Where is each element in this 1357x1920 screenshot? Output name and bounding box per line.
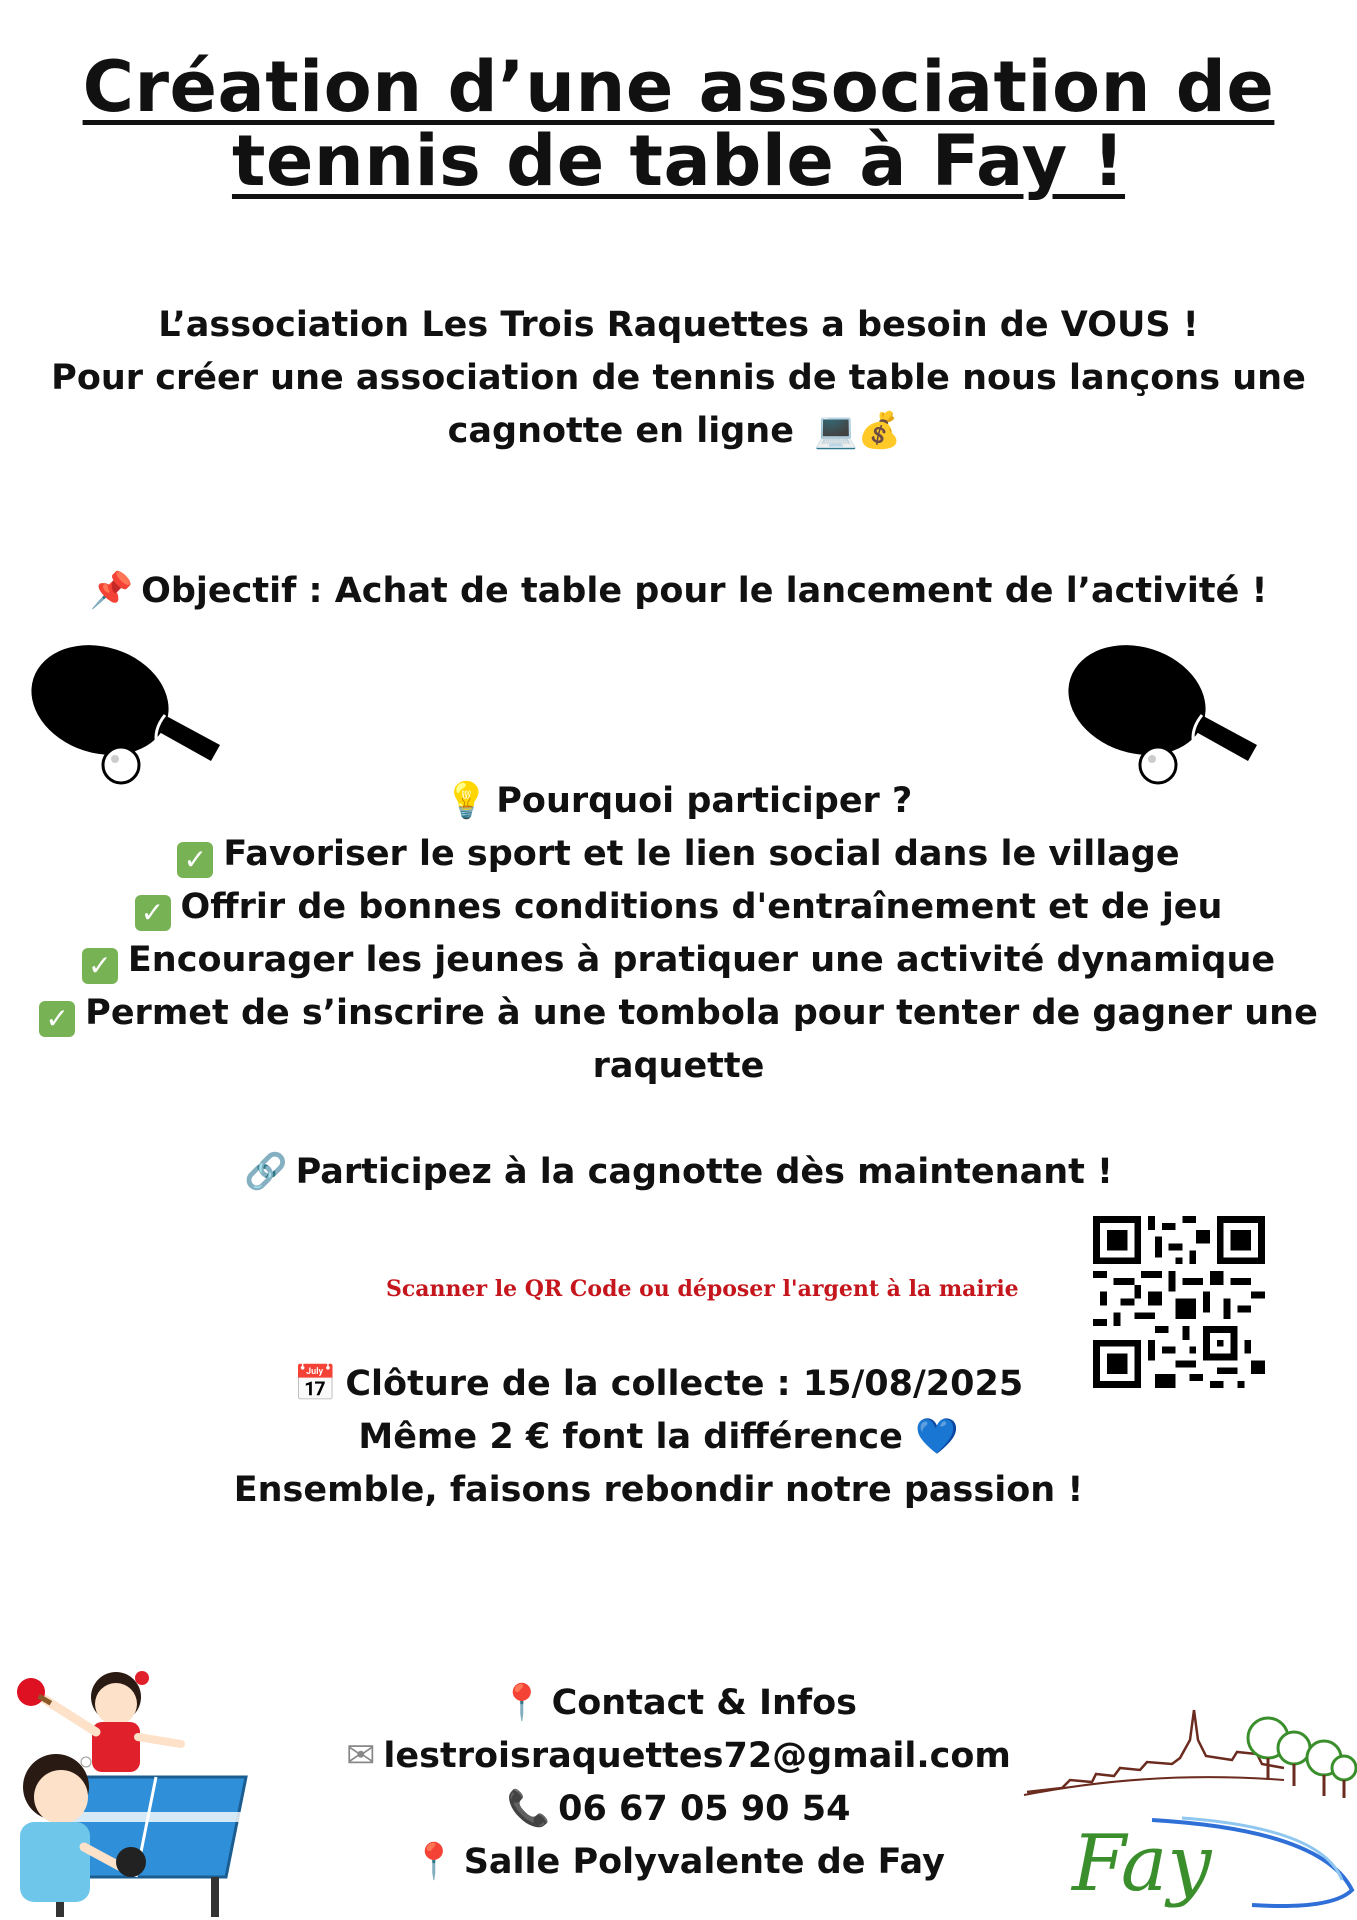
intro-line-3: cagnotte en ligne (447, 411, 794, 451)
link-icon: 🔗 (244, 1152, 288, 1192)
fay-village-logo (1022, 1700, 1357, 1920)
why-heading-row (0, 775, 1357, 828)
page-title (0, 46, 1357, 202)
objective-line (0, 565, 1357, 618)
contact-email[interactable]: lestroisraquettes72@gmail.com (383, 1736, 1011, 1776)
contact-place: Salle Polyvalente de Fay (463, 1842, 945, 1882)
pushpin-icon: 📌 (89, 571, 134, 611)
why-item-4-continuation: raquette (592, 1046, 765, 1086)
title-line-1: Création d’une association de (82, 46, 1275, 128)
round-pushpin-icon: 📍 (499, 1683, 544, 1723)
blue-heart-icon: 💙 (915, 1417, 959, 1457)
check-icon: ✓ (177, 842, 213, 878)
intro-line-2: Pour créer une association de tennis de table nous lançons une (51, 358, 1306, 398)
check-icon: ✓ (135, 895, 171, 931)
intro-line-1: L’association Les Trois Raquettes a besoin de VOUS ! (158, 305, 1199, 345)
why-item-1-text: Favoriser le sport et le lien social dans le village (223, 834, 1180, 874)
why-item-4-text: Permet de s’inscrire à une tombola pour tenter de gagner une (85, 993, 1318, 1033)
why-item-4 (0, 987, 1357, 1040)
contact-heading: Contact & Infos (551, 1683, 857, 1723)
contact-phone[interactable]: 06 67 05 90 54 (558, 1789, 851, 1829)
scan-note: Scanner le QR Code ou déposer l'argent à la mairie (386, 1276, 1019, 1302)
lightbulb-icon: 💡 (444, 781, 489, 821)
why-item-2 (0, 881, 1357, 934)
why-heading: Pourquoi participer ? (496, 781, 913, 821)
why-item-3 (0, 934, 1357, 987)
closing-line-3: Ensemble, faisons rebondir notre passion ! (233, 1470, 1084, 1510)
intro-line-3-row (0, 405, 1357, 458)
closing-line-2-row (0, 1411, 1337, 1464)
title-line-2: tennis de table à Fay ! (231, 120, 1126, 202)
laptop-moneybag-icon: 💻💰 (814, 411, 902, 451)
closing-line-1: Clôture de la collecte : 15/08/2025 (345, 1364, 1024, 1404)
why-item-2-text: Offrir de bonnes conditions d'entraînement et de jeu (180, 887, 1223, 927)
calendar-icon: 📅 (293, 1364, 338, 1404)
cta-text: Participez à la cagnotte dès maintenant ! (295, 1152, 1113, 1192)
phone-icon: 📞 (506, 1789, 551, 1829)
intro-block (0, 299, 1357, 458)
check-icon: ✓ (82, 948, 118, 984)
paddle-ball-icon-left (25, 645, 225, 785)
envelope-icon: ✉ (346, 1736, 376, 1776)
paddle-ball-icon-right (1062, 645, 1262, 785)
closing-line-1-row (0, 1358, 1337, 1411)
ping-pong-players-illustration (6, 1652, 256, 1920)
objective-text: Objectif : Achat de table pour le lancement de l’activité ! (141, 571, 1268, 611)
why-block (0, 775, 1357, 1093)
location-pin-icon: 📍 (412, 1842, 456, 1882)
closing-block (0, 1358, 1337, 1517)
logo-text: Fay (1072, 1819, 1212, 1909)
check-icon: ✓ (39, 1001, 75, 1037)
cta-line (0, 1146, 1357, 1199)
why-item-1 (0, 828, 1357, 881)
closing-line-2: Même 2 € font la différence (358, 1417, 903, 1457)
why-item-3-text: Encourager les jeunes à pratiquer une activité dynamique (127, 940, 1276, 980)
